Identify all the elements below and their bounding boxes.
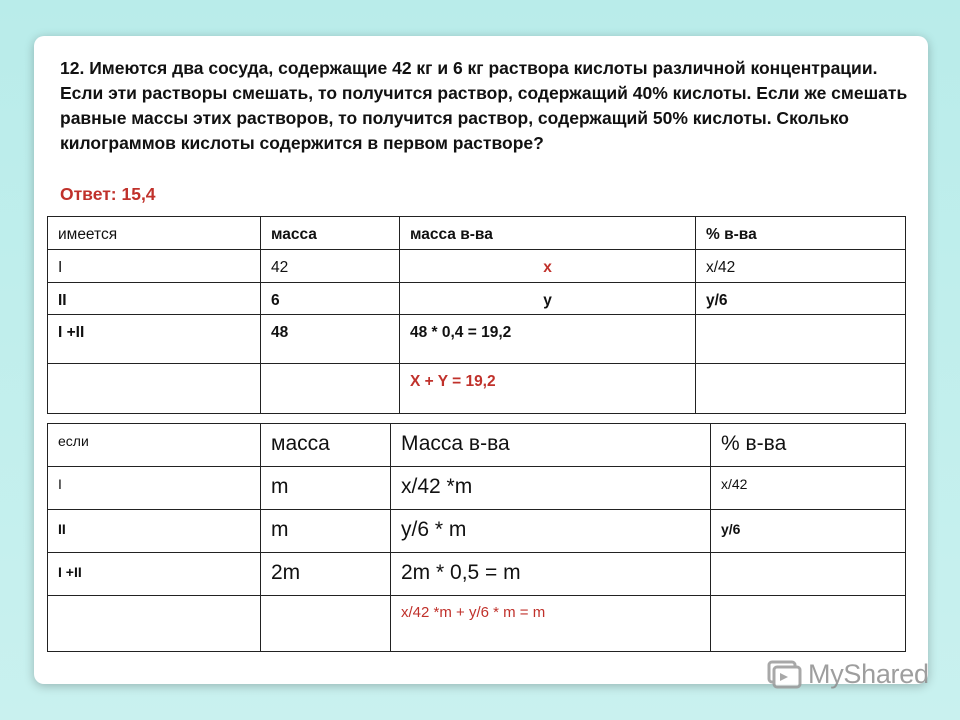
table-cell: x/42	[711, 467, 906, 510]
table-cell	[711, 596, 906, 652]
slide	[34, 36, 928, 684]
answer-text: Ответ: 15,4	[60, 184, 156, 204]
table-cell: I	[48, 467, 261, 510]
table-row	[48, 217, 906, 250]
table-cell: 6	[261, 283, 400, 315]
table-cell: x/42 *m	[391, 467, 711, 510]
table-cell	[48, 596, 261, 652]
table-cell: y/6	[696, 283, 906, 315]
table-first	[47, 216, 906, 414]
table-cell	[696, 364, 906, 414]
table-row	[48, 467, 906, 510]
table-row	[48, 250, 906, 283]
table-cell: II	[48, 510, 261, 553]
table-cell	[696, 315, 906, 364]
table-cell: X + Y = 19,2	[400, 364, 696, 414]
table-cell	[261, 364, 400, 414]
problem-text: 12. Имеются два сосуда, содержащие 42 кг и 6 кг раствора кислоты различной концентрации. Если эти растворы смешать, то получится раствор, содержащий 40% кислоты. Если же смешать равные массы этих растворов, то получится раствор, содержащий 50% кислоты. Сколько килограммов кислоты содержится в первом растворе?	[60, 58, 908, 153]
myshared-logo-text: MyShared	[808, 658, 929, 689]
table-cell: масса в-ва	[400, 217, 696, 250]
table-cell: % в-ва	[711, 424, 906, 467]
table-row	[48, 315, 906, 364]
table-cell: % в-ва	[696, 217, 906, 250]
table-cell: I +II	[48, 315, 261, 364]
table-second	[47, 423, 906, 652]
table-cell: x/42	[696, 250, 906, 283]
table-cell: y/6 * m	[391, 510, 711, 553]
table-cell: 48	[261, 315, 400, 364]
table-cell: 2m	[261, 553, 391, 596]
table-cell: II	[48, 283, 261, 315]
table-cell	[261, 596, 391, 652]
myshared-logo	[766, 656, 929, 692]
table-row	[48, 553, 906, 596]
table-row	[48, 283, 906, 315]
table-cell: если	[48, 424, 261, 467]
table-cell: x/42 *m + y/6 * m = m	[391, 596, 711, 652]
table-cell: 2m * 0,5 = m	[391, 553, 711, 596]
table-cell: масса	[261, 217, 400, 250]
table-cell: I	[48, 250, 261, 283]
table-cell: I +II	[48, 553, 261, 596]
table-cell	[48, 364, 261, 414]
table-row	[48, 364, 906, 414]
table-row	[48, 596, 906, 652]
table-cell: Масса в-ва	[391, 424, 711, 467]
table-cell: имеется	[48, 217, 261, 250]
table-cell: m	[261, 467, 391, 510]
table-row	[48, 424, 906, 467]
table-cell: x	[400, 250, 696, 283]
table-cell: 48 * 0,4 = 19,2	[400, 315, 696, 364]
myshared-logo-icon	[766, 658, 802, 690]
table-cell: y/6	[711, 510, 906, 553]
table-cell	[711, 553, 906, 596]
table-row	[48, 510, 906, 553]
table-cell: 42	[261, 250, 400, 283]
table-cell: масса	[261, 424, 391, 467]
table-cell: m	[261, 510, 391, 553]
table-cell: y	[400, 283, 696, 315]
